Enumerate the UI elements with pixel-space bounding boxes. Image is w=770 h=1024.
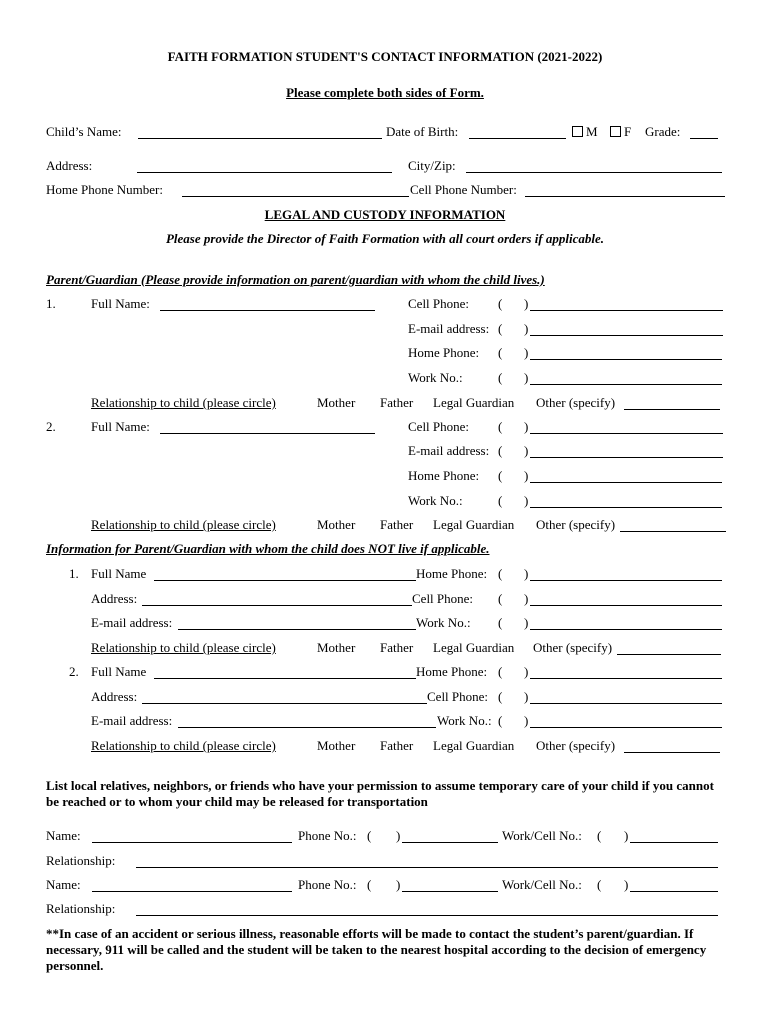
parent1-name-field[interactable] xyxy=(160,310,375,311)
parent2-home-field[interactable] xyxy=(530,482,722,483)
nonres2-work-label: Work No.: xyxy=(437,713,492,728)
nonres1-relationship-label: Relationship to child (please circle) xyxy=(91,640,276,655)
option-father[interactable]: Father xyxy=(380,640,414,655)
nonres1-number: 1. xyxy=(69,566,79,581)
parent2-cell-field[interactable] xyxy=(530,433,723,434)
parent2-name-field[interactable] xyxy=(160,433,375,434)
option-other[interactable]: Other (specify) xyxy=(536,395,616,410)
paren-close: ) xyxy=(524,468,529,483)
nonres1-other-field[interactable] xyxy=(617,654,721,655)
paren-open: ( xyxy=(498,713,503,728)
paren-open: ( xyxy=(498,689,503,704)
address-field[interactable] xyxy=(137,172,392,173)
nonres2-work-field[interactable] xyxy=(530,727,722,728)
relative2-workcell-label: Work/Cell No.: xyxy=(502,877,582,892)
paren-close: ) xyxy=(624,877,629,892)
grade-field[interactable] xyxy=(690,138,718,139)
home-phone-label: Home Phone Number: xyxy=(46,182,163,197)
option-other[interactable]: Other (specify) xyxy=(533,640,613,655)
relative2-workcell-field[interactable] xyxy=(630,891,718,892)
cityzip-label: City/Zip: xyxy=(408,158,456,173)
parent1-email-label: E-mail address: xyxy=(408,321,490,336)
paren-close: ) xyxy=(524,345,529,360)
parent1-home-label: Home Phone: xyxy=(408,345,480,360)
nonres1-work-field[interactable] xyxy=(530,629,722,630)
relative1-workcell-label: Work/Cell No.: xyxy=(502,828,582,843)
parent2-work-field[interactable] xyxy=(530,507,722,508)
home-phone-field[interactable] xyxy=(182,196,409,197)
relative2-phone-label: Phone No.: xyxy=(298,877,357,892)
parent1-email-field[interactable] xyxy=(530,335,723,336)
nonres1-work-label: Work No.: xyxy=(416,615,471,630)
relative1-name-label: Name: xyxy=(46,828,81,843)
relative2-name-label: Name: xyxy=(46,877,81,892)
relative1-phone-field[interactable] xyxy=(402,842,498,843)
nonres1-cell-label: Cell Phone: xyxy=(412,591,474,606)
paren-open: ( xyxy=(498,615,503,630)
parent2-email-field[interactable] xyxy=(530,457,723,458)
paren-close: ) xyxy=(524,493,529,508)
parent2-work-label: Work No.: xyxy=(408,493,463,508)
nonres2-cell-field[interactable] xyxy=(530,703,722,704)
paren-close: ) xyxy=(524,689,529,704)
nonresident-heading: Information for Parent/Guardian with whom the child does NOT live if applicable. xyxy=(46,541,490,556)
nonres2-name-field[interactable] xyxy=(154,678,416,679)
female-checkbox[interactable] xyxy=(610,124,621,140)
nonres1-name-label: Full Name xyxy=(91,566,147,581)
paren-open: ( xyxy=(597,828,602,843)
nonres2-relationship-label: Relationship to child (please circle) xyxy=(91,738,276,753)
parent1-work-label: Work No.: xyxy=(408,370,463,385)
paren-close: ) xyxy=(624,828,629,843)
parent2-other-field[interactable] xyxy=(620,531,726,532)
emergency-notice: **In case of an accident or serious illness, reasonable efforts will be made to contact the student’s parent/guardian. If necessary, 911 will be called and the student will be taken to the nearest hospital according to the decision of emergency personnel. xyxy=(46,926,707,973)
relative1-phone-label: Phone No.: xyxy=(298,828,357,843)
option-legal-guardian[interactable]: Legal Guardian xyxy=(433,738,515,753)
paren-open: ( xyxy=(498,419,503,434)
nonres1-home-field[interactable] xyxy=(530,580,722,581)
parent1-cell-field[interactable] xyxy=(530,310,723,311)
relative2-phone-field[interactable] xyxy=(402,891,498,892)
paren-close: ) xyxy=(524,664,529,679)
parent2-number: 2. xyxy=(46,419,56,434)
dob-label: Date of Birth: xyxy=(386,124,459,139)
nonres1-home-label: Home Phone: xyxy=(416,566,488,581)
relative1-name-field[interactable] xyxy=(92,842,292,843)
form-title: FAITH FORMATION STUDENT'S CONTACT INFORMATION (2021-2022) xyxy=(167,49,603,64)
legal-note: Please provide the Director of Faith Formation with all court orders if applicable. xyxy=(165,231,605,246)
parent1-home-field[interactable] xyxy=(530,359,722,360)
option-mother[interactable]: Mother xyxy=(317,640,356,655)
relative1-relationship-field[interactable] xyxy=(136,867,718,868)
male-checkbox[interactable] xyxy=(572,124,583,140)
nonres2-address-label: Address: xyxy=(91,689,138,704)
paren-close: ) xyxy=(524,321,529,336)
paren-close: ) xyxy=(524,443,529,458)
paren-open: ( xyxy=(498,370,503,385)
nonres2-home-field[interactable] xyxy=(530,678,722,679)
nonres2-email-field[interactable] xyxy=(178,727,436,728)
relative2-relationship-field[interactable] xyxy=(136,915,718,916)
parent1-name-label: Full Name: xyxy=(91,296,150,311)
parent1-other-field[interactable] xyxy=(624,409,720,410)
option-legal-guardian[interactable]: Legal Guardian xyxy=(433,517,515,532)
nonres2-other-field[interactable] xyxy=(624,752,720,753)
option-father[interactable]: Father xyxy=(380,517,414,532)
child-name-label: Child’s Name: xyxy=(46,124,122,139)
address-label: Address: xyxy=(46,158,93,173)
parent1-number: 1. xyxy=(46,296,56,311)
nonres2-name-label: Full Name xyxy=(91,664,147,679)
option-father[interactable]: Father xyxy=(380,738,414,753)
paren-close: ) xyxy=(524,419,529,434)
parent2-home-label: Home Phone: xyxy=(408,468,480,483)
female-label: F xyxy=(624,124,632,139)
paren-open: ( xyxy=(498,296,503,311)
paren-open: ( xyxy=(498,321,503,336)
paren-close: ) xyxy=(524,370,529,385)
paren-open: ( xyxy=(498,493,503,508)
nonres1-email-label: E-mail address: xyxy=(91,615,173,630)
form-subtitle: Please complete both sides of Form. xyxy=(286,85,484,100)
nonres1-email-field[interactable] xyxy=(178,629,416,630)
parent1-work-field[interactable] xyxy=(530,384,722,385)
nonres2-number: 2. xyxy=(69,664,79,679)
paren-close: ) xyxy=(524,296,529,311)
legal-heading: LEGAL AND CUSTODY INFORMATION xyxy=(264,207,506,222)
child-name-field[interactable] xyxy=(138,138,382,139)
relative2-relationship-label: Relationship: xyxy=(46,901,116,916)
paren-close: ) xyxy=(524,566,529,581)
nonres2-email-label: E-mail address: xyxy=(91,713,173,728)
paren-open: ( xyxy=(498,591,503,606)
dob-field[interactable] xyxy=(469,138,566,139)
relatives-intro: List local relatives, neighbors, or friends who have your permission to assume temporary care of your child if you cannot be reached or to whom your child may be released for transportation xyxy=(46,778,714,809)
paren-open: ( xyxy=(498,468,503,483)
nonres2-cell-label: Cell Phone: xyxy=(427,689,489,704)
paren-close: ) xyxy=(396,828,401,843)
cell-phone-label: Cell Phone Number: xyxy=(410,182,517,197)
cell-phone-field[interactable] xyxy=(525,196,725,197)
option-father[interactable]: Father xyxy=(380,395,414,410)
nonres1-name-field[interactable] xyxy=(154,580,416,581)
parent2-relationship-label: Relationship to child (please circle) xyxy=(91,517,276,532)
nonres1-address-label: Address: xyxy=(91,591,138,606)
option-legal-guardian[interactable]: Legal Guardian xyxy=(433,640,515,655)
parent1-relationship-label: Relationship to child (please circle) xyxy=(91,395,276,410)
paren-open: ( xyxy=(367,877,372,892)
paren-close: ) xyxy=(396,877,401,892)
option-mother[interactable]: Mother xyxy=(317,517,356,532)
nonres1-cell-field[interactable] xyxy=(530,605,722,606)
parent2-cell-label: Cell Phone: xyxy=(408,419,470,434)
parent1-cell-label: Cell Phone: xyxy=(408,296,470,311)
paren-close: ) xyxy=(524,591,529,606)
option-legal-guardian[interactable]: Legal Guardian xyxy=(433,395,515,410)
relative1-relationship-label: Relationship: xyxy=(46,853,116,868)
parent2-email-label: E-mail address: xyxy=(408,443,490,458)
paren-open: ( xyxy=(498,443,503,458)
paren-open: ( xyxy=(597,877,602,892)
grade-label: Grade: xyxy=(645,124,681,139)
paren-close: ) xyxy=(524,713,529,728)
nonres2-home-label: Home Phone: xyxy=(416,664,488,679)
parents-heading: Parent/Guardian (Please provide information on parent/guardian with whom the child lives.) xyxy=(46,272,545,287)
relative2-name-field[interactable] xyxy=(92,891,292,892)
option-mother[interactable]: Mother xyxy=(317,738,356,753)
paren-close: ) xyxy=(524,615,529,630)
relative1-workcell-field[interactable] xyxy=(630,842,718,843)
parent2-name-label: Full Name: xyxy=(91,419,150,434)
cityzip-field[interactable] xyxy=(466,172,722,173)
paren-open: ( xyxy=(367,828,372,843)
paren-open: ( xyxy=(498,664,503,679)
option-mother[interactable]: Mother xyxy=(317,395,356,410)
paren-open: ( xyxy=(498,345,503,360)
paren-open: ( xyxy=(498,566,503,581)
nonres2-address-field[interactable] xyxy=(142,703,427,704)
male-label: M xyxy=(586,124,598,139)
option-other[interactable]: Other (specify) xyxy=(536,738,616,753)
nonres1-address-field[interactable] xyxy=(142,605,412,606)
option-other[interactable]: Other (specify) xyxy=(536,517,616,532)
